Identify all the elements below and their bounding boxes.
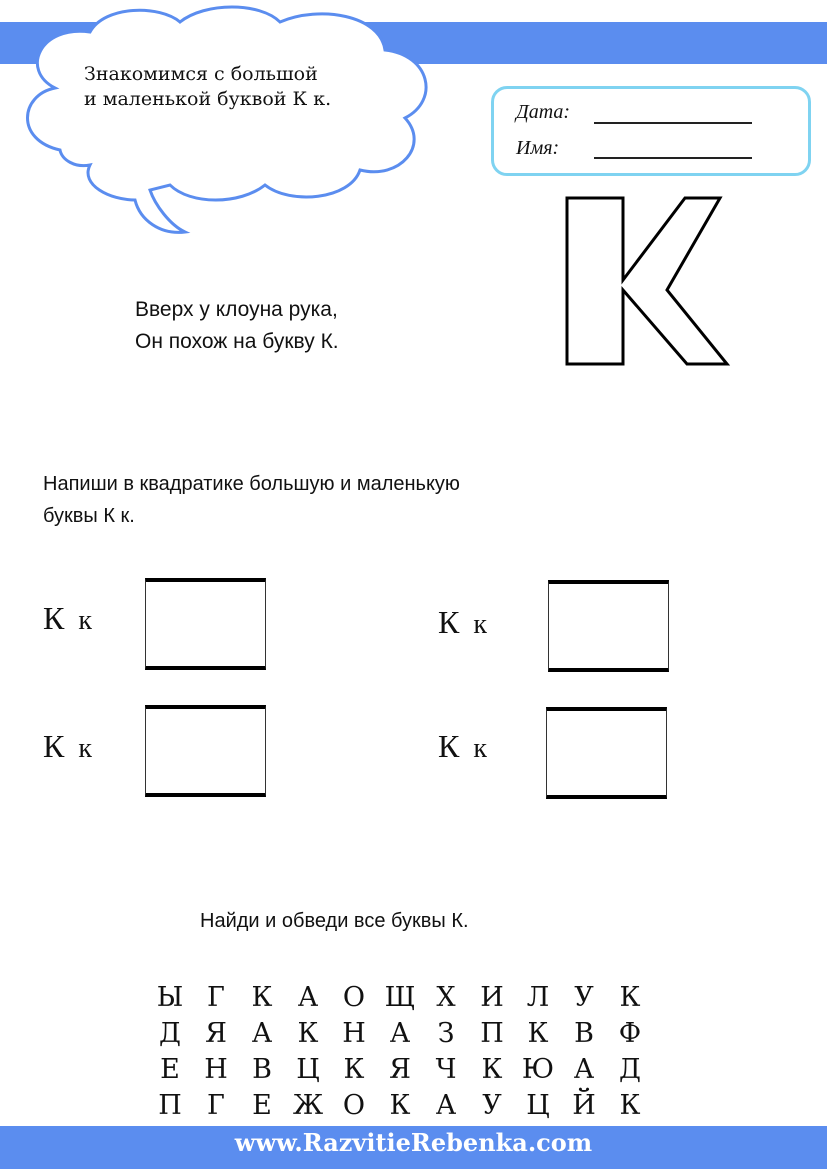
write-box-2[interactable] [548, 580, 669, 672]
letter-pair-3 [43, 728, 92, 765]
grid-letter[interactable]: Й [572, 1090, 596, 1121]
grid-letter[interactable]: К [297, 1018, 319, 1049]
grid-letter[interactable]: А [389, 1018, 411, 1049]
footer-url: www.RazvitieRebenka.com [234, 1128, 593, 1157]
grid-letter[interactable]: К [343, 1054, 365, 1085]
letter-pair-2 [438, 604, 487, 641]
lower-letter: к [473, 733, 487, 764]
grid-letter[interactable]: О [342, 1090, 366, 1121]
grid-letter[interactable]: Г [207, 1090, 225, 1121]
big-letter-k-outline [545, 188, 745, 378]
grid-letter[interactable]: В [574, 1018, 594, 1049]
grid-letter[interactable]: К [527, 1018, 549, 1049]
date-field[interactable] [594, 122, 752, 124]
grid-letter[interactable]: К [389, 1090, 411, 1121]
grid-letter[interactable]: О [342, 982, 366, 1013]
cloud-line-1: Знакомимся с большой [84, 63, 318, 85]
write-box-1[interactable] [145, 578, 266, 670]
cloud-line-2: и маленькой буквой К к. [84, 88, 332, 110]
grid-letter[interactable]: Ж [292, 1090, 324, 1121]
grid-letter[interactable]: З [437, 1018, 455, 1049]
grid-letter[interactable]: Щ [384, 982, 416, 1013]
grid-letter[interactable]: Х [436, 982, 456, 1013]
grid-letter[interactable]: Ц [526, 1090, 550, 1121]
find-title: Найди и обведи все буквы К. [200, 910, 469, 932]
grid-letter[interactable]: Н [204, 1054, 228, 1085]
grid-letter[interactable]: Ф [618, 1018, 642, 1049]
letter-grid [147, 980, 653, 1124]
poem-line-2: Он похож на букву К. [135, 330, 339, 353]
lower-letter: к [78, 733, 92, 764]
letter-pair-1 [43, 600, 92, 637]
grid-letter[interactable]: И [480, 982, 504, 1013]
grid-letter[interactable]: Ц [296, 1054, 320, 1085]
grid-letter[interactable]: А [435, 1090, 457, 1121]
grid-letter[interactable]: А [573, 1054, 595, 1085]
upper-letter: К [43, 600, 65, 636]
grid-letter[interactable]: П [480, 1018, 504, 1049]
instruction [43, 468, 460, 532]
grid-letter[interactable]: Г [207, 982, 225, 1013]
grid-letter[interactable]: Я [205, 1018, 227, 1049]
date-label: Дата: [516, 101, 571, 123]
date-name-box [491, 86, 811, 176]
grid-letter[interactable]: П [158, 1090, 182, 1121]
lower-letter: к [473, 609, 487, 640]
grid-letter[interactable]: Д [159, 1018, 181, 1049]
grid-letter[interactable]: К [481, 1054, 503, 1085]
lower-letter: к [78, 605, 92, 636]
grid-row [147, 1052, 653, 1088]
grid-letter[interactable]: Е [252, 1090, 272, 1121]
grid-letter[interactable]: Д [619, 1054, 641, 1085]
speech-cloud [0, 0, 440, 250]
write-box-4[interactable] [546, 707, 667, 799]
grid-row [147, 1088, 653, 1124]
grid-letter[interactable]: Н [342, 1018, 366, 1049]
write-box-3[interactable] [145, 705, 266, 797]
upper-letter: К [438, 604, 460, 640]
grid-letter[interactable]: Я [389, 1054, 411, 1085]
poem [135, 294, 339, 358]
instruction-line-1: Напиши в квадратике большую и маленькую [43, 473, 460, 495]
name-field[interactable] [594, 157, 752, 159]
grid-letter[interactable]: А [251, 1018, 273, 1049]
grid-letter[interactable]: К [619, 1090, 641, 1121]
grid-letter[interactable]: В [252, 1054, 272, 1085]
upper-letter: К [438, 728, 460, 764]
grid-letter[interactable]: Ч [435, 1054, 457, 1085]
cloud-text [84, 62, 331, 112]
grid-letter[interactable]: Л [526, 982, 550, 1013]
grid-letter[interactable]: К [619, 982, 641, 1013]
grid-letter[interactable]: К [251, 982, 273, 1013]
upper-letter: К [43, 728, 65, 764]
letter-pair-4 [438, 728, 487, 765]
grid-row [147, 980, 653, 1016]
poem-line-1: Вверх у клоуна рука, [135, 298, 338, 321]
grid-letter[interactable]: У [482, 1090, 502, 1121]
name-label: Имя: [516, 137, 560, 159]
grid-letter[interactable]: Ы [156, 982, 184, 1013]
grid-letter[interactable]: Е [160, 1054, 180, 1085]
instruction-line-2: буквы К к. [43, 505, 135, 527]
grid-row [147, 1016, 653, 1052]
grid-letter[interactable]: Ю [521, 1054, 555, 1085]
grid-letter[interactable]: У [574, 982, 594, 1013]
grid-letter[interactable]: А [297, 982, 319, 1013]
